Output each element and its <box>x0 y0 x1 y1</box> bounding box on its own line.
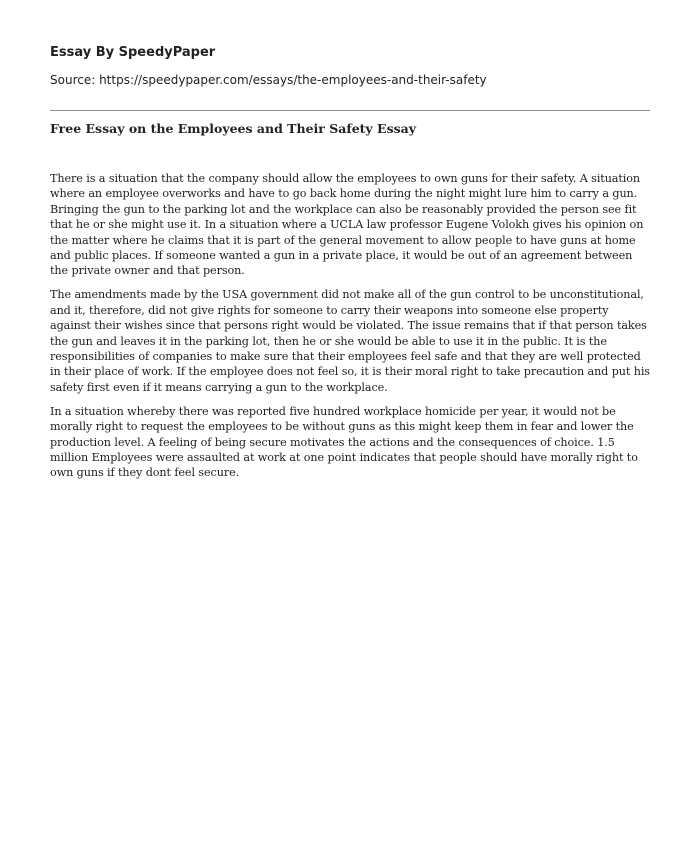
paragraph: There is a situation that the company should allow the employees to own guns for their safety. A situation where an employee overworks and have to go back home during the night might lure him to carry a gun. Bringing the gun to the parking lot and the workplace can also be reasonably provided the person see fit that he or she might use it. In a situation where a UCLA law professor Eugene Volokh gives his opinion on the matter where he claims that it is part of the general movement to allow people to have guns at home and public places. If someone wanted a gun in a private place, it would be out of an agreement between the private owner and that person. <box>50 172 644 278</box>
source-line: Source: https://speedypaper.com/essays/the-employees-and-their-safety <box>50 73 487 87</box>
header-divider <box>50 110 650 111</box>
paragraph: The amendments made by the USA government did not make all of the gun control to be unconstitutional, and it, therefore, did not give rights for someone to carry their weapons into someone else property against their wishes since that persons right would be violated. The issue remains that if that person takes the gun and leaves it in the parking lot, then he or she would be able to use it in the public. It is the responsibilities of companies to make sure that their employees feel safe and that they are well protected in their place of work. If the employee does not feel so, it is their moral right to take precaution and put his safety first even if it means carrying a gun to the workplace. <box>50 288 650 394</box>
essay-title: Free Essay on the Employees and Their Safety Essay <box>50 121 417 136</box>
essay-body <box>50 171 652 489</box>
essay-author-heading: Essay By SpeedyPaper <box>50 45 216 60</box>
paragraph: In a situation whereby there was reported five hundred workplace homicide per year, it would not be morally right to request the employees to be without guns as this might keep them in fear and lower the production level. A feeling of being secure motivates the actions and the consequences of choice. 1.5 million Employees were assaulted at work at one point indicates that people should have morally right to own guns if they dont feel secure. <box>50 404 638 480</box>
